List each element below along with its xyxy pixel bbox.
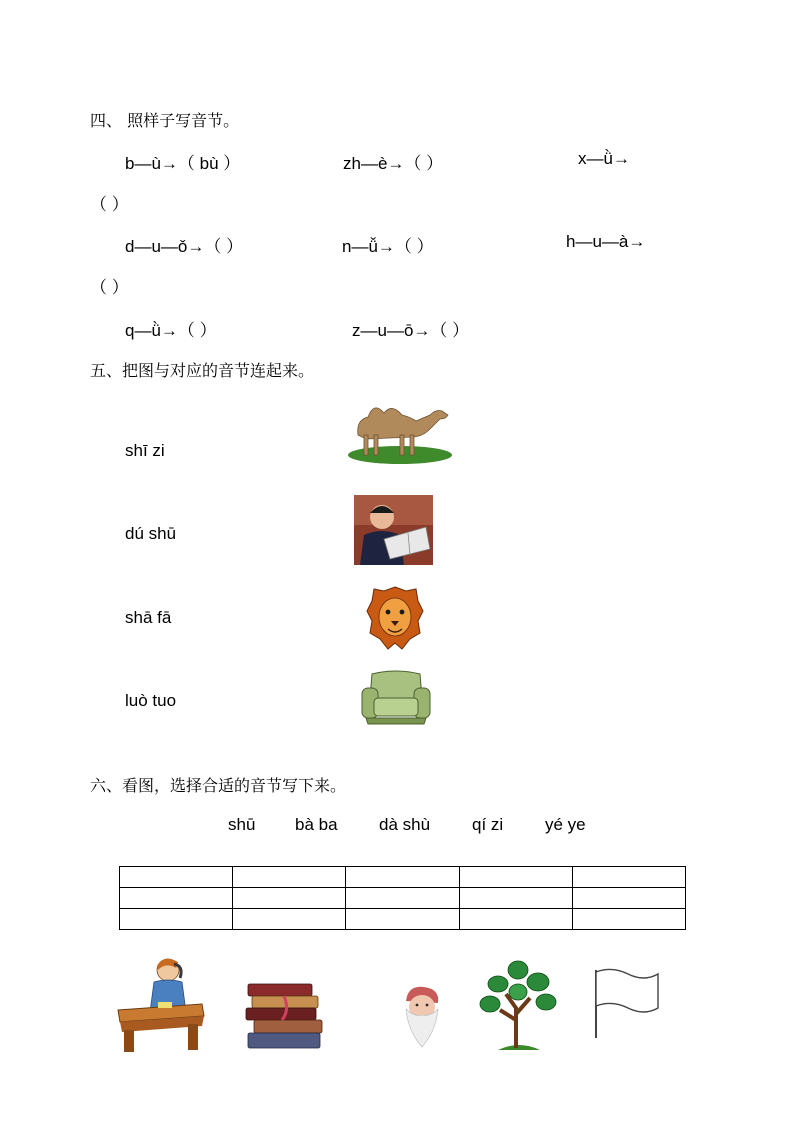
answer-cell[interactable] <box>459 888 572 909</box>
table-row <box>120 867 686 888</box>
exercise-n-u: n—ǚ→（ ） <box>342 237 434 256</box>
section6-heading: 六、看图，选择合适的音节写下来。 <box>90 776 347 795</box>
father-phone-image <box>114 952 206 1052</box>
answer-cell[interactable] <box>120 909 233 930</box>
books-image <box>244 980 326 1052</box>
table-row <box>120 888 686 909</box>
flag-image <box>592 966 662 1040</box>
exercise-x-u: x—ǜ→ <box>578 149 630 168</box>
section5-heading: 五、把图与对应的音节连起来。 <box>90 361 315 380</box>
section4-heading: 四、 照样子写音节。 <box>90 111 240 130</box>
sofa-image <box>360 670 432 726</box>
answer-cell[interactable] <box>120 888 233 909</box>
answer-cell[interactable] <box>346 867 459 888</box>
answer-cell[interactable] <box>459 867 572 888</box>
syllable-du-shu: dú shū <box>125 524 177 543</box>
answer-cell[interactable] <box>459 909 572 930</box>
option-da-shu: dà shù <box>379 815 431 834</box>
exercise-q-u: q—ǜ→（ ） <box>125 321 217 340</box>
option-shu: shū <box>228 815 256 834</box>
answer-cell[interactable] <box>572 909 685 930</box>
exercise-x-u-answer: （ ） <box>90 195 129 214</box>
option-ye-ye: yé ye <box>545 815 586 834</box>
option-ba-ba: bà ba <box>295 815 338 834</box>
option-qi-zi: qí zi <box>472 815 504 834</box>
syllable-luo-tuo: luò tuo <box>125 691 177 710</box>
exercise-zh-e: zh—è→（ ） <box>343 154 444 173</box>
tree-image <box>478 958 560 1052</box>
exercise-z-u-o: z—u—ō→（ ） <box>352 321 470 340</box>
answer-cell[interactable] <box>120 867 233 888</box>
answer-cell[interactable] <box>233 867 346 888</box>
answer-cell[interactable] <box>233 909 346 930</box>
syllable-sha-fa: shā fā <box>125 608 172 627</box>
answer-table <box>119 866 686 930</box>
answer-cell[interactable] <box>346 888 459 909</box>
lion-image <box>366 585 424 651</box>
exercise-h-u-a-answer: （ ） <box>90 278 129 297</box>
grandpa-image <box>398 983 446 1049</box>
exercise-h-u-a: h—u—à→ <box>566 232 646 251</box>
answer-cell[interactable] <box>572 888 685 909</box>
exercise-d-u-o: d—u—ǒ→（ ） <box>125 237 244 256</box>
answer-cell[interactable] <box>572 867 685 888</box>
boy-reading-image <box>354 495 433 565</box>
answer-cell[interactable] <box>346 909 459 930</box>
table-row <box>120 909 686 930</box>
answer-cell[interactable] <box>233 888 346 909</box>
exercise-b-u: b—ù→（ bù ） <box>125 154 241 173</box>
camel-image <box>346 395 454 465</box>
syllable-shi-zi: shī zi <box>125 441 165 460</box>
